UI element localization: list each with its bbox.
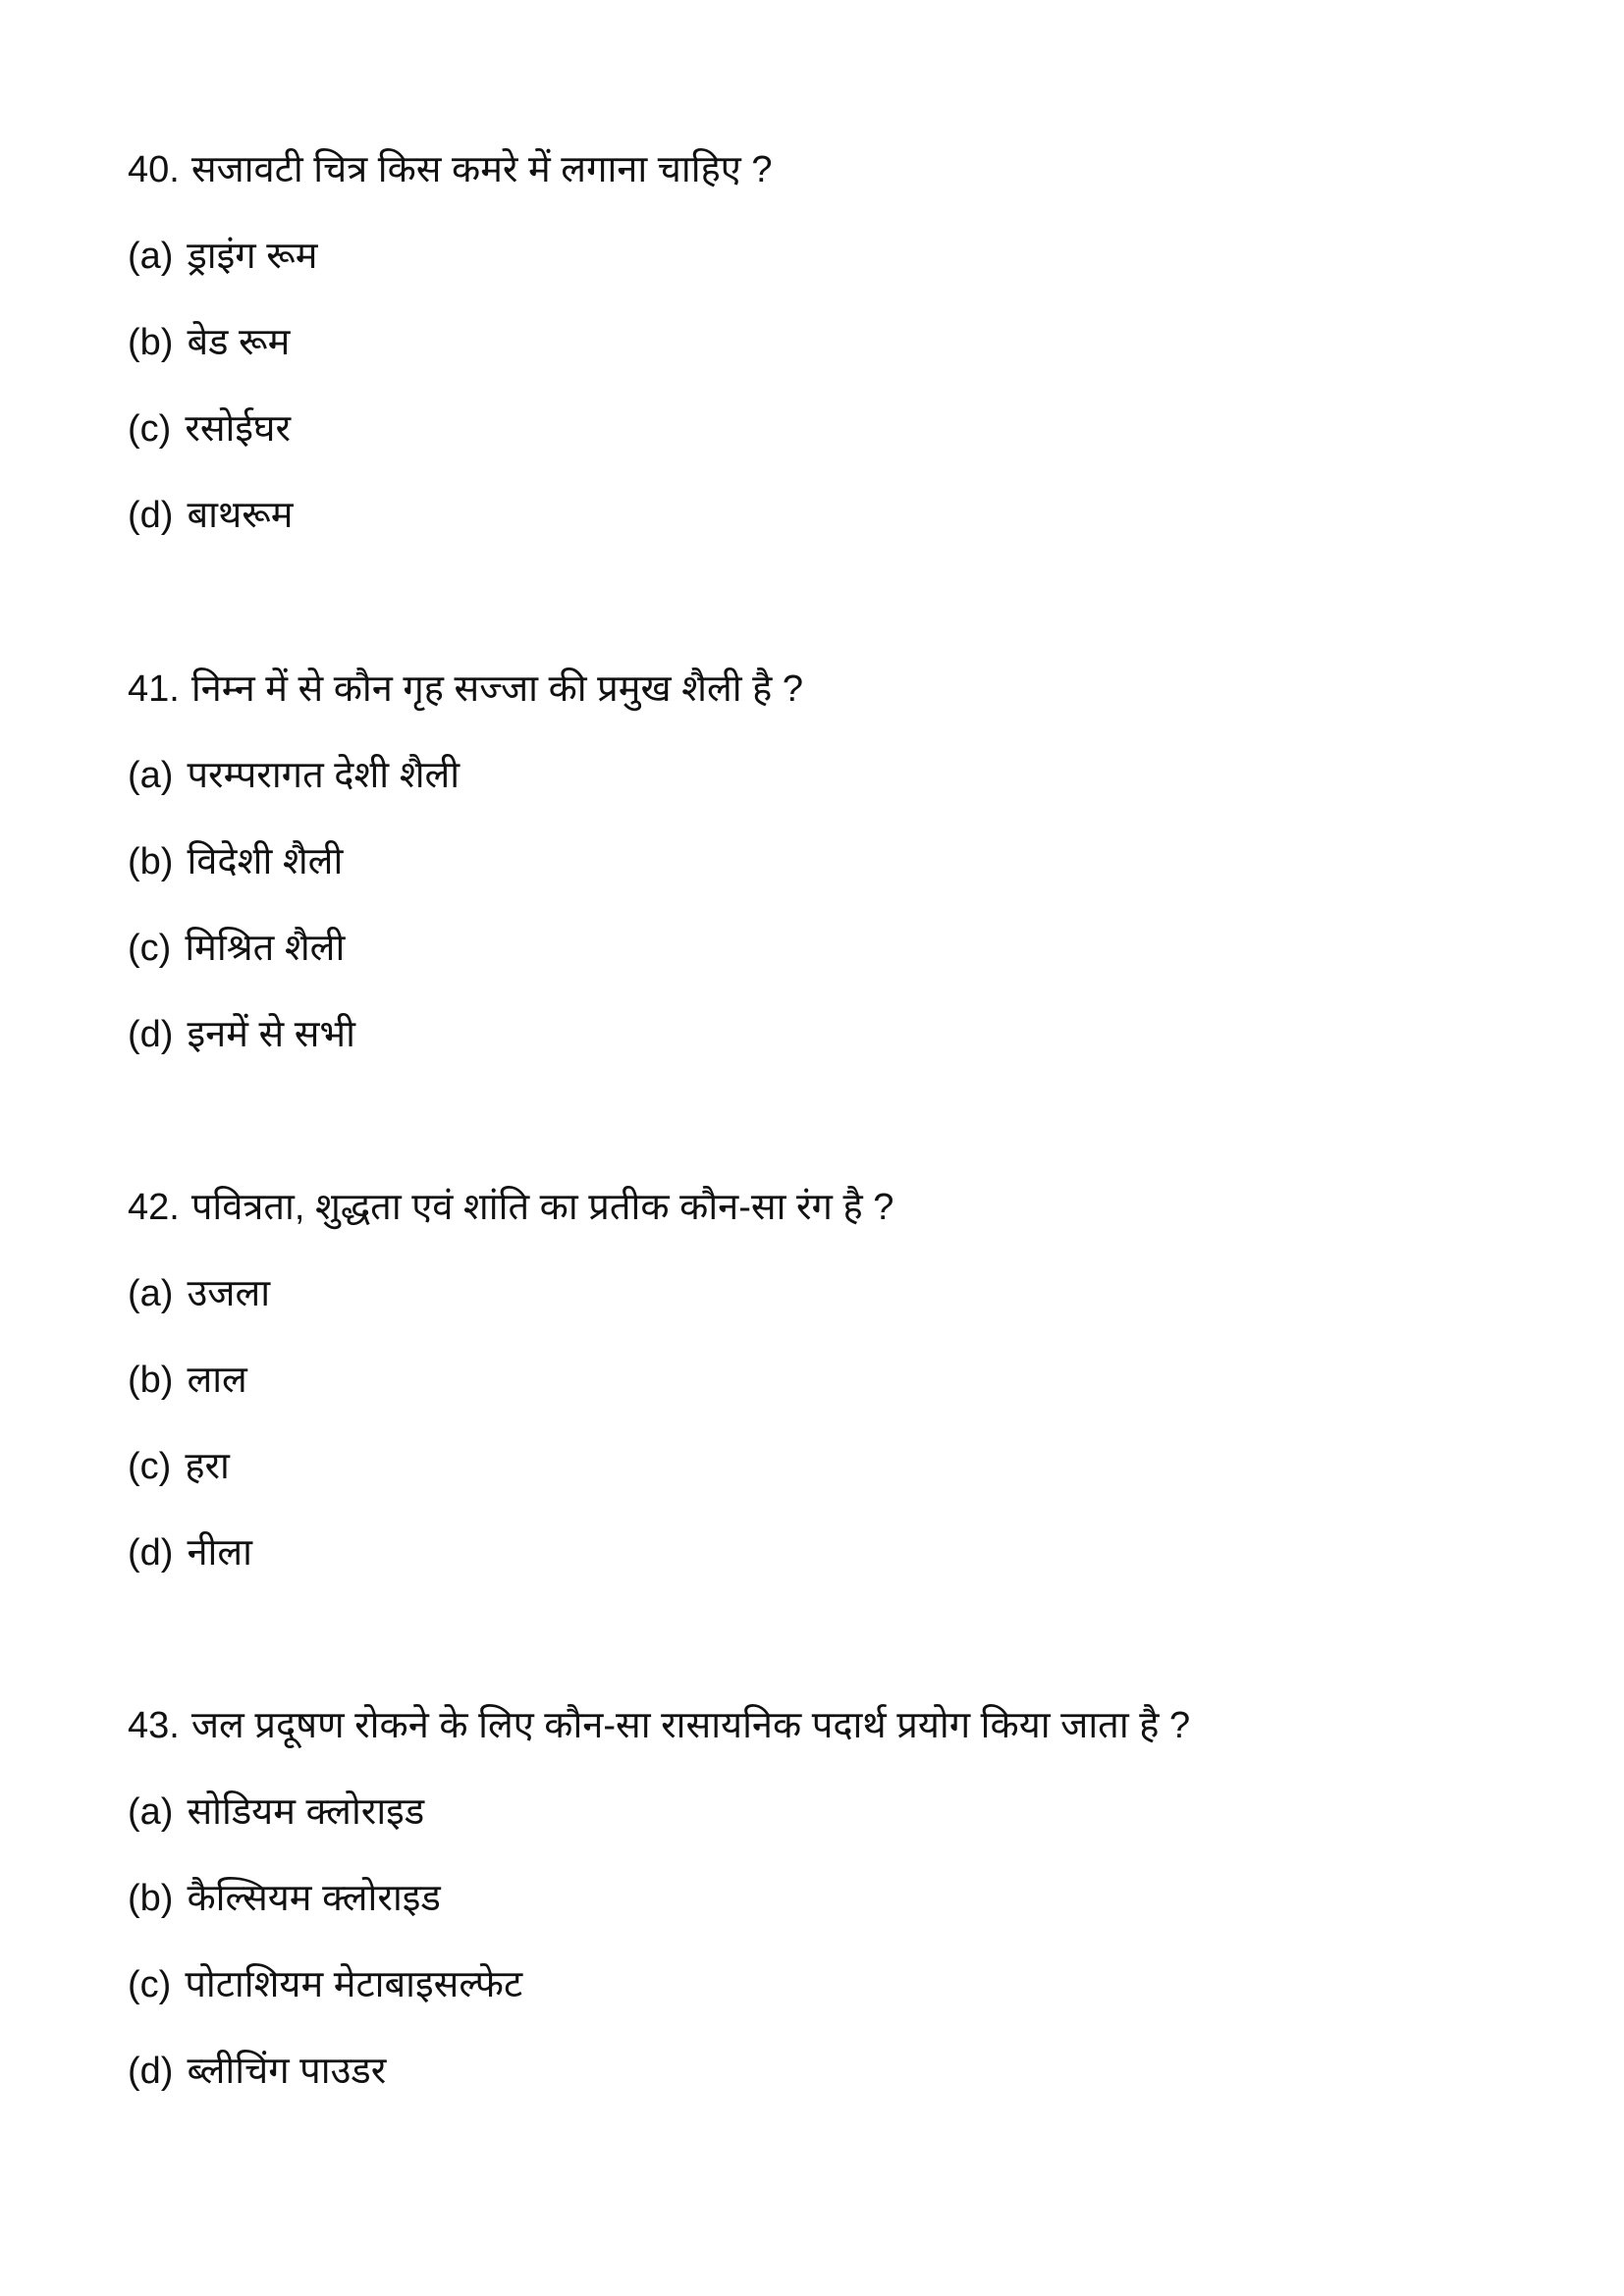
question-number: 41. <box>128 668 180 710</box>
answer-option <box>128 213 1502 299</box>
option-text: लाल <box>187 1360 247 1401</box>
question-text <box>128 127 1502 213</box>
answer-option <box>128 1251 1502 1337</box>
question-text <box>128 1682 1502 1769</box>
option-text: सोडियम क्लोराइड <box>187 1791 425 1833</box>
answer-option <box>128 819 1502 905</box>
option-text: कैल्सियम क्लोराइड <box>187 1878 441 1919</box>
option-text: परम्परागत देशी शैली <box>187 755 460 796</box>
option-label: (a) <box>128 1791 174 1833</box>
question-number: 40. <box>128 149 180 190</box>
option-label: (c) <box>128 928 172 969</box>
option-text: मिश्रित शैली <box>185 928 346 969</box>
option-text: पोटाशियम मेटाबाइसल्फेट <box>185 1964 523 2005</box>
answer-option <box>128 905 1502 991</box>
answer-option <box>128 299 1502 386</box>
option-text: उजला <box>187 1273 271 1314</box>
option-text: नीला <box>187 1532 252 1574</box>
option-label: (d) <box>128 2051 174 2092</box>
answer-option <box>128 1423 1502 1510</box>
option-label: (a) <box>128 755 174 796</box>
option-text: हरा <box>185 1446 230 1487</box>
question-stem: सजावटी चित्र किस कमरे में लगाना चाहिए ? <box>190 149 773 190</box>
question-block <box>128 127 1502 559</box>
option-label: (b) <box>128 841 174 882</box>
question-number: 43. <box>128 1705 180 1746</box>
option-label: (d) <box>128 1532 174 1574</box>
option-text: इनमें से सभी <box>187 1014 355 1055</box>
option-label: (a) <box>128 1273 174 1314</box>
option-label: (c) <box>128 408 172 450</box>
answer-option <box>128 1337 1502 1423</box>
option-label: (d) <box>128 1014 174 1055</box>
answer-option <box>128 472 1502 559</box>
answer-option <box>128 1769 1502 1855</box>
option-label: (a) <box>128 236 174 277</box>
option-label: (b) <box>128 1360 174 1401</box>
option-text: बेड रूम <box>187 322 291 363</box>
question-block <box>128 1682 1502 2114</box>
option-label: (b) <box>128 1878 174 1919</box>
option-text: ब्लीचिंग पाउडर <box>187 2051 387 2092</box>
question-number: 42. <box>128 1187 180 1228</box>
answer-option <box>128 732 1502 819</box>
question-text <box>128 1164 1502 1251</box>
question-block <box>128 646 1502 1078</box>
question-text <box>128 646 1502 732</box>
answer-option <box>128 386 1502 472</box>
answer-option <box>128 2028 1502 2114</box>
option-text: बाथरूम <box>187 495 294 536</box>
question-stem: पवित्रता, शुद्धता एवं शांति का प्रतीक कौन-सा रंग है ? <box>190 1187 894 1228</box>
question-stem: निम्न में से कौन गृह सज्जा की प्रमुख शैली है ? <box>190 668 804 710</box>
option-label: (b) <box>128 322 174 363</box>
option-text: ड्राइंग रूम <box>187 236 318 277</box>
question-block <box>128 1164 1502 1596</box>
option-label: (c) <box>128 1964 172 2005</box>
option-label: (c) <box>128 1446 172 1487</box>
answer-option <box>128 991 1502 1078</box>
answer-option <box>128 1855 1502 1942</box>
question-stem: जल प्रदूषण रोकने के लिए कौन-सा रासायनिक पदार्थ प्रयोग किया जाता है ? <box>190 1705 1191 1746</box>
answer-option <box>128 1510 1502 1596</box>
option-text: रसोईघर <box>185 408 292 450</box>
option-text: विदेशी शैली <box>187 841 344 882</box>
answer-option <box>128 1942 1502 2028</box>
option-label: (d) <box>128 495 174 536</box>
